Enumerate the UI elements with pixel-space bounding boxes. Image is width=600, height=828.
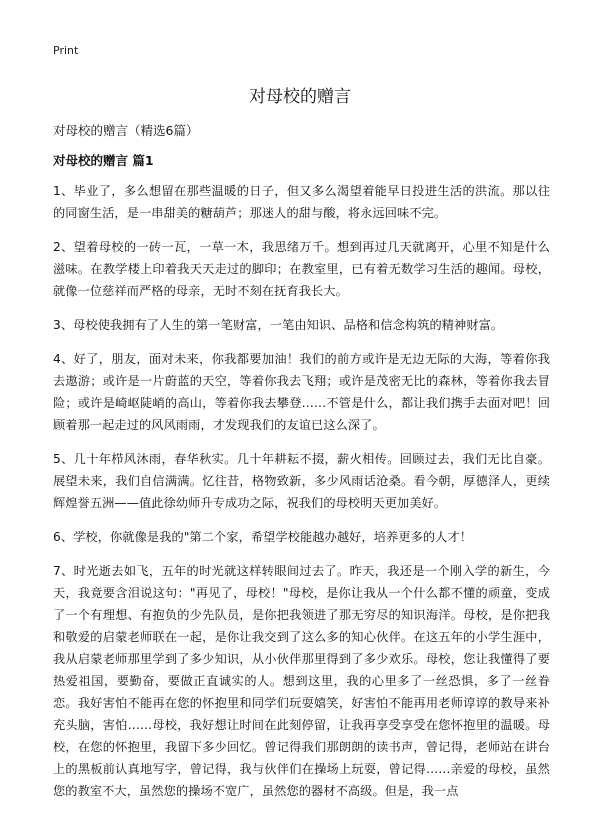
document-body bbox=[53, 180, 550, 814]
paragraph-7: 7、时光逝去如飞，五年的时光就这样转眼间过去了。昨天，我还是一个刚入学的新生，今天，我竟要含泪说这句："再见了，母校！"母校，是你让我从一个什么都不懂的顽童，变成了一个有理想、有抱负的少先队员，是你把我领进了那无穷尽的知识海洋。母校，是你把我和敬爱的启蒙老师联在一起，是你让我交到了这么多的知心伙伴。在这五年的小学生涯中，我从启蒙老师那里学到了多少知识，从小伙伴那里得到了多少欢乐。母校，您让我懂得了要热爱祖国，要勤奋，要做正直诚实的人。想到这里，我的心里多了一丝恐惧，多了一丝眷恋。我好害怕不能再在您的怀抱里和同学们玩耍嬉笑，好害怕不能再用老师谆谆的教导来补充头脑，害怕……母校，我好想让时间在此刻停留，让我再享受享受在您怀抱里的温暖。母校，在您的怀抱里，我留下多少回忆。曾记得我们那朗朗的读书声，曾记得，老师站在讲台上的黑板前认真地写字，曾记得，我与伙伴们在操场上玩耍，曾记得……亲爱的母校，虽然您的教室不大，虽然您的操场不宽广，虽然您的器材不高级。但是，我一点 bbox=[53, 564, 550, 798]
document-title: 对母校的赠言 bbox=[249, 87, 351, 107]
paragraph-6: 6、学校，你就像是我的"第二个家，希望学校能越办越好，培养更多的人才！ bbox=[53, 530, 473, 544]
paragraph-3: 3、母校使我拥有了人生的第一笔财富，一笔由知识、品格和信念构筑的精神财富。 bbox=[53, 318, 504, 332]
section-heading: 对母校的赠言 篇1 bbox=[53, 153, 154, 168]
paragraph-1: 1、毕业了，多么想留在那些温暖的日子，但又多么渴望着能早日投进生活的洪流。那以往的同窗生活，是一串甜美的糖葫芦；那迷人的甜与酸，将永远回味不完。 bbox=[53, 184, 550, 220]
paragraph-5: 5、几十年栉风沐雨，春华秋实。几十年耕耘不掇，薪火相传。回顾过去，我们无比自豪。展望未来，我们自信满满。忆往昔，格物致新，多少风雨话沧桑。看今朝，厚德泽人，更续辉煌誉五洲——值此徐幼师升专成功之际，祝我们的母校明天更加美好。 bbox=[53, 452, 550, 510]
paragraph-2: 2、望着母校的一砖一瓦，一草一木，我思绪万千。想到再过几天就离开，心里不知是什么滋味。在教学楼上印着我天天走过的脚印；在教室里，已有着无数学习生活的趣闻。母校，就像一位慈祥而严格的母亲，无时不刻在抚育我长大。 bbox=[53, 240, 550, 298]
print-label: Print bbox=[53, 44, 79, 57]
document-subtitle: 对母校的赠言（精选6篇） bbox=[53, 123, 199, 138]
paragraph-4: 4、好了，朋友，面对未来，你我都要加油！我们的前方或许是无边无际的大海，等着你我去遨游；或许是一片蔚蓝的天空，等着你我去飞翔；或许是茂密无比的森林，等着你我去冒险；或许是崎岖陡峭的高山，等着你我去攀登……不管是什么，都让我们携手去面对吧！回顾着那一起走过的风风雨雨，才发现我们的友谊已这么深了。 bbox=[53, 352, 550, 432]
